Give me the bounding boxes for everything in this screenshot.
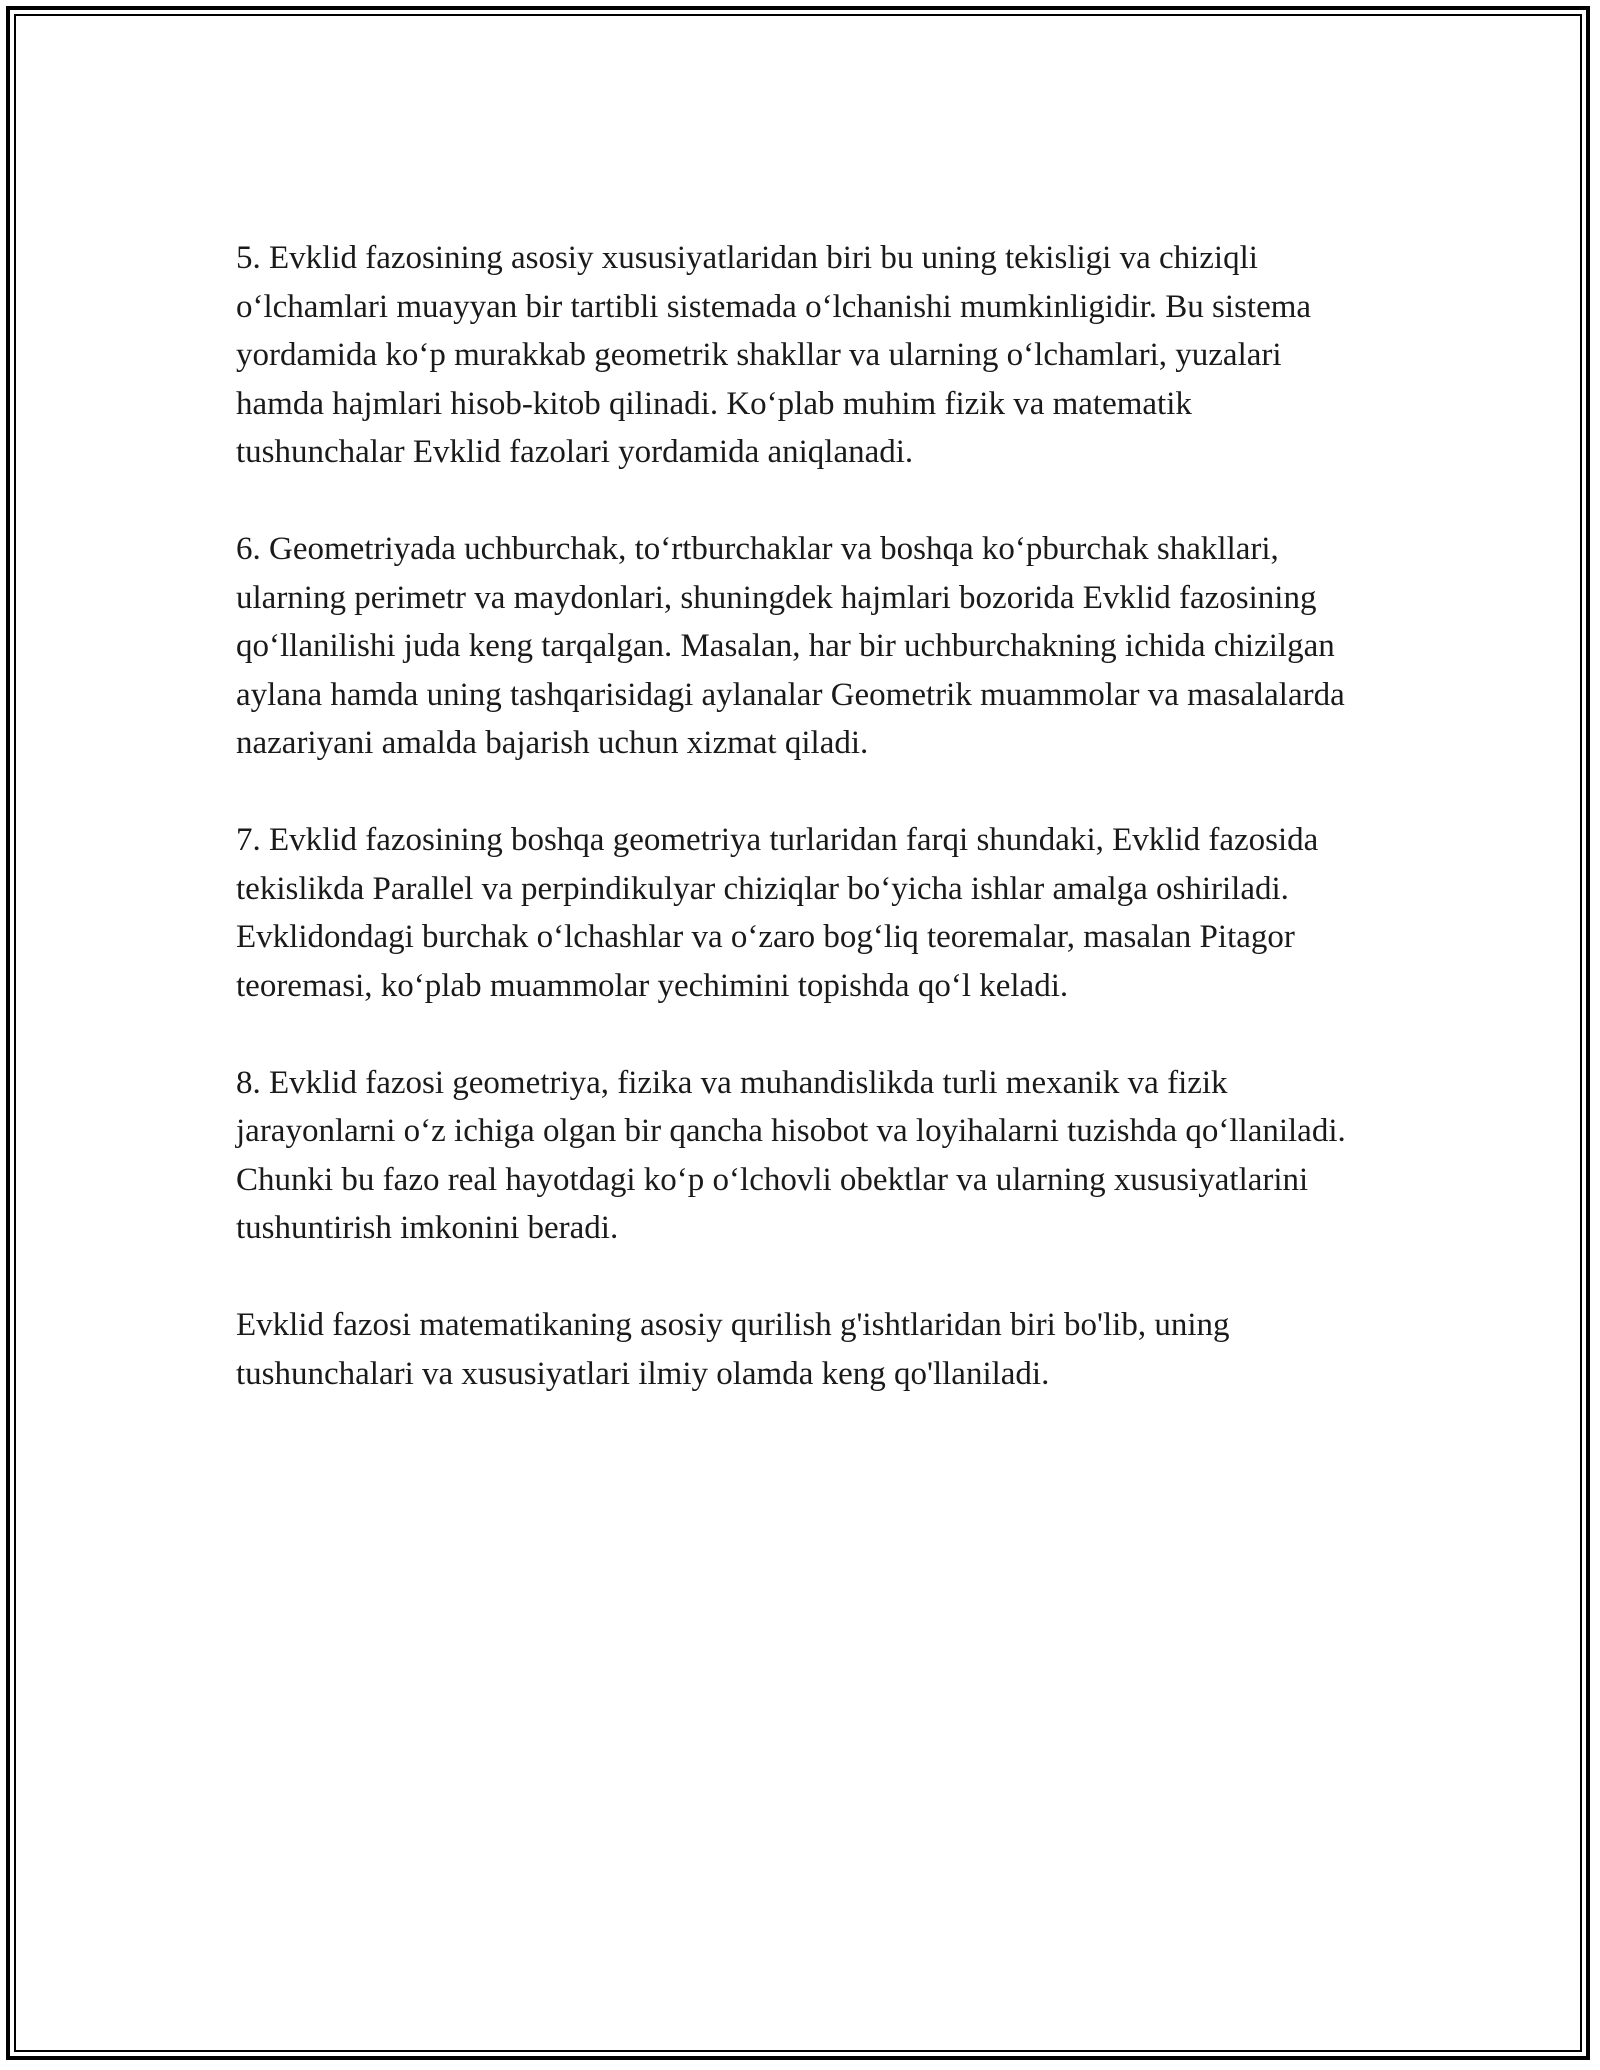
paragraph-7: 7. Evklid fazosining boshqa geometriya turlaridan farqi shundaki, Evklid fazosida tekislikda Parallel va perpindikulyar chiziqlar bo‘yicha ishlar amalga oshiriladi. Evklidondagi burchak o‘lchashlar va o‘zaro bog‘liq teoremalar, masalan Pitagor teoremasi, ko‘plab muammolar yechimini topishda qo‘l keladi. [236,822,1319,1004]
document-body [236,234,1356,1447]
paragraph-conclusion: Evklid fazosi matematikaning asosiy qurilish g'ishtlaridan biri bo'lib, uning tushunchalari va xususiyatlari ilmiy olamda keng qo'llaniladi. [236,1307,1230,1392]
paragraph-8: 8. Evklid fazosi geometriya, fizika va muhandislikda turli mexanik va fizik jarayonlarni o‘z ichiga olgan bir qancha hisobot va loyihalarni tuzishda qo‘llaniladi. Chunki bu fazo real hayotdagi ko‘p o‘lchovli obektlar va ularning xususiyatlarini tushuntirish imkonini beradi. [236,1064,1346,1246]
paragraph-5: 5. Evklid fazosining asosiy xususiyatlaridan biri bu uning tekisligi va chiziqli o‘lchamlari muayyan bir tartibli sistemada o‘lchanishi mumkinligidir. Bu sistema yordamida ko‘p murakkab geometrik shakllar va ularning o‘lchamlari, yuzalari hamda hajmlari hisob-kitob qilinadi. Ko‘plab muhim fizik va matematik tushunchalar Evklid fazolari yordamida aniqlanadi. [236,240,1312,470]
paragraph-6: 6. Geometriyada uchburchak, to‘rtburchaklar va boshqa ko‘pburchak shakllari, ularning perimetr va maydonlari, shuningdek hajmlari bozorida Evklid fazosining qo‘llanilishi juda keng tarqalgan. Masalan, har bir uchburchakning ichida chizilgan aylana hamda uning tashqarisidagi aylanalar Geometrik muammolar va masalalarda nazariyani amalda bajarish uchun xizmat qiladi. [236,531,1345,761]
